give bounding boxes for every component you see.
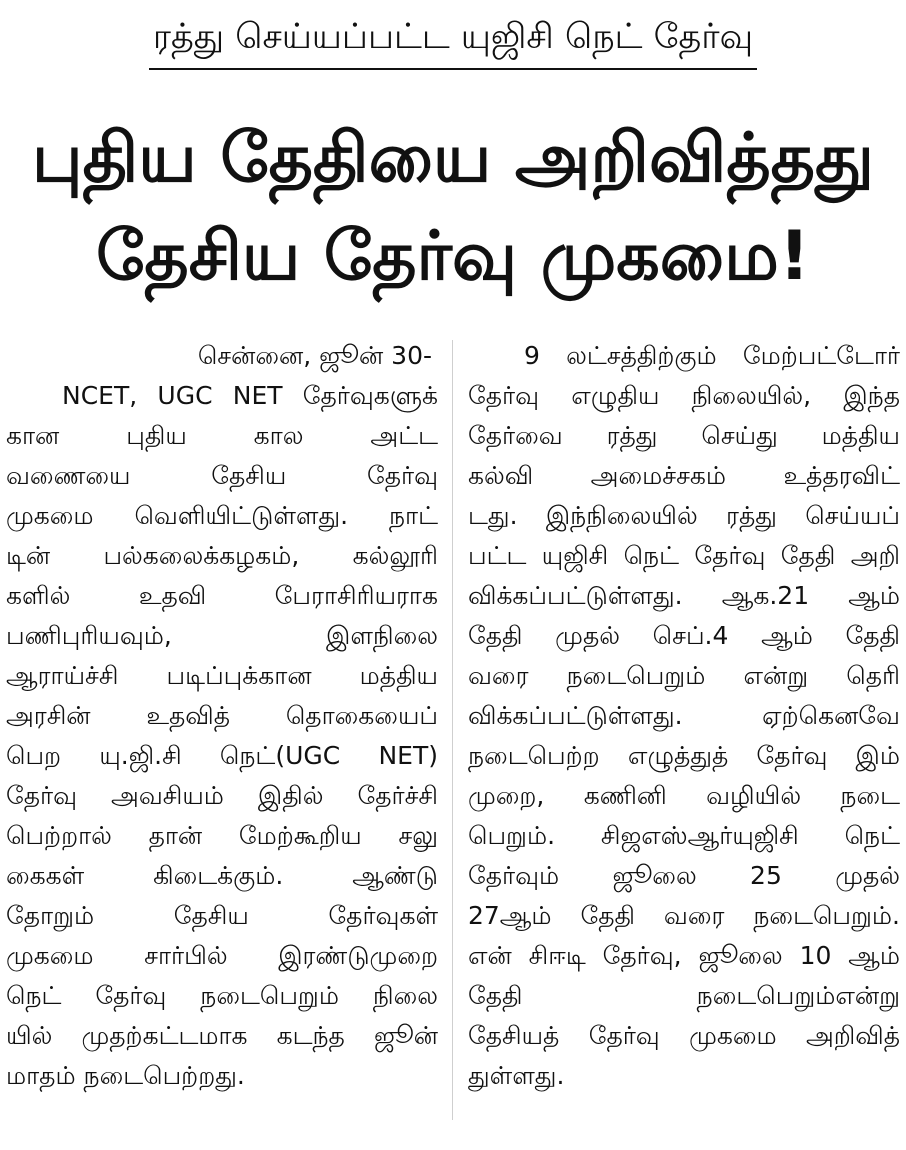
- body-line: முகமை வெளியிட்டுள்ளது. நாட்: [6, 501, 438, 530]
- body-line: முறை, கணினி வழியில் நடை: [468, 781, 900, 810]
- body-line: தோறும் தேசிய தேர்வுகள்: [6, 901, 438, 930]
- body-line: பெற்றால் தான் மேற்கூறிய சலு: [6, 821, 438, 850]
- body-line: ஆராய்ச்சி படிப்புக்கான மத்திய: [6, 661, 438, 690]
- body-line: 9 லட்சத்திற்கும் மேற்பட்டோர்: [524, 341, 900, 370]
- body-line: கான புதிய கால அட்ட: [6, 421, 438, 450]
- body-line: பெற யு.ஜி.சி நெட்(UGC NET): [6, 741, 438, 770]
- body-line: டின் பல்கலைக்கழகம், கல்லூரி: [6, 541, 438, 570]
- body-line: 27ஆம் தேதி வரை நடைபெறும்.: [468, 901, 900, 930]
- article-kicker: [0, 8, 906, 70]
- body-line: பட்ட யுஜிசி நெட் தேர்வு தேதி அறி: [468, 541, 900, 570]
- body-line: முகமை சார்பில் இரண்டுமுறை: [6, 941, 438, 970]
- body-line: வணையை தேசிய தேர்வு: [6, 461, 438, 490]
- body-line: NCET, UGC NET தேர்வுகளுக்: [62, 381, 438, 410]
- headline-line-2: தேசிய தேர்வு முகமை!: [96, 217, 810, 296]
- body-line: வரை நடைபெறும் என்று தெரி: [468, 661, 900, 690]
- body-line: தேர்வு அவசியம் இதில் தேர்ச்சி: [6, 781, 438, 810]
- body-line: தேர்வை ரத்து செய்து மத்திய: [468, 421, 900, 450]
- body-line: டது. இந்நிலையில் ரத்து செய்யப்: [468, 501, 900, 530]
- body-line: துள்ளது.: [468, 1061, 565, 1090]
- body-line: தேதி முதல் செப்.4 ஆம் தேதி: [468, 621, 900, 650]
- body-line: தேர்வு எழுதிய நிலையில், இந்த: [468, 381, 900, 410]
- body-line: தேசியத் தேர்வு முகமை அறிவித்: [468, 1021, 900, 1050]
- body-line: நடைபெற்ற எழுத்துத் தேர்வு இம்: [468, 741, 900, 770]
- body-line: என் சிஈடி தேர்வு, ஜூலை 10 ஆம்: [468, 941, 900, 970]
- body-line: தேதி நடைபெறும்என்று: [468, 981, 900, 1010]
- body-line: விக்கப்பட்டுள்ளது. ஆக.21 ஆம்: [468, 581, 900, 610]
- article-body: [0, 336, 906, 1136]
- column-divider: [452, 340, 453, 1120]
- dateline: சென்னை, ஜூன் 30-: [197, 341, 432, 370]
- body-line: தேர்வும் ஜூலை 25 முதல்: [468, 861, 900, 890]
- kicker-text: ரத்து செய்யப்பட்ட யுஜிசி நெட் தேர்வு: [149, 8, 757, 70]
- body-line: அரசின் உதவித் தொகையைப்: [6, 701, 438, 730]
- body-line: நெட் தேர்வு நடைபெறும் நிலை: [6, 981, 438, 1010]
- body-line: களில் உதவி பேராசிரியராக: [6, 581, 438, 610]
- body-line: கல்வி அமைச்சகம் உத்தரவிட்: [468, 461, 900, 490]
- body-line: பணிபுரியவும், இளநிலை: [6, 621, 438, 650]
- body-line: யில் முதற்கட்டமாக கடந்த ஜூன்: [6, 1021, 438, 1050]
- body-line: விக்கப்பட்டுள்ளது. ஏற்கெனவே: [468, 701, 900, 730]
- body-line: மாதம் நடைபெற்றது.: [6, 1061, 245, 1090]
- body-line: கைகள் கிடைக்கும். ஆண்டு: [6, 861, 438, 890]
- left-column: [6, 336, 438, 1096]
- article-headline: [8, 110, 898, 306]
- headline-line-1: புதிய தேதியை அறிவித்தது: [32, 119, 874, 198]
- body-line: பெறும். சிஜஎஸ்ஆர்யுஜிசி நெட்: [468, 821, 900, 850]
- right-column: [468, 336, 900, 1096]
